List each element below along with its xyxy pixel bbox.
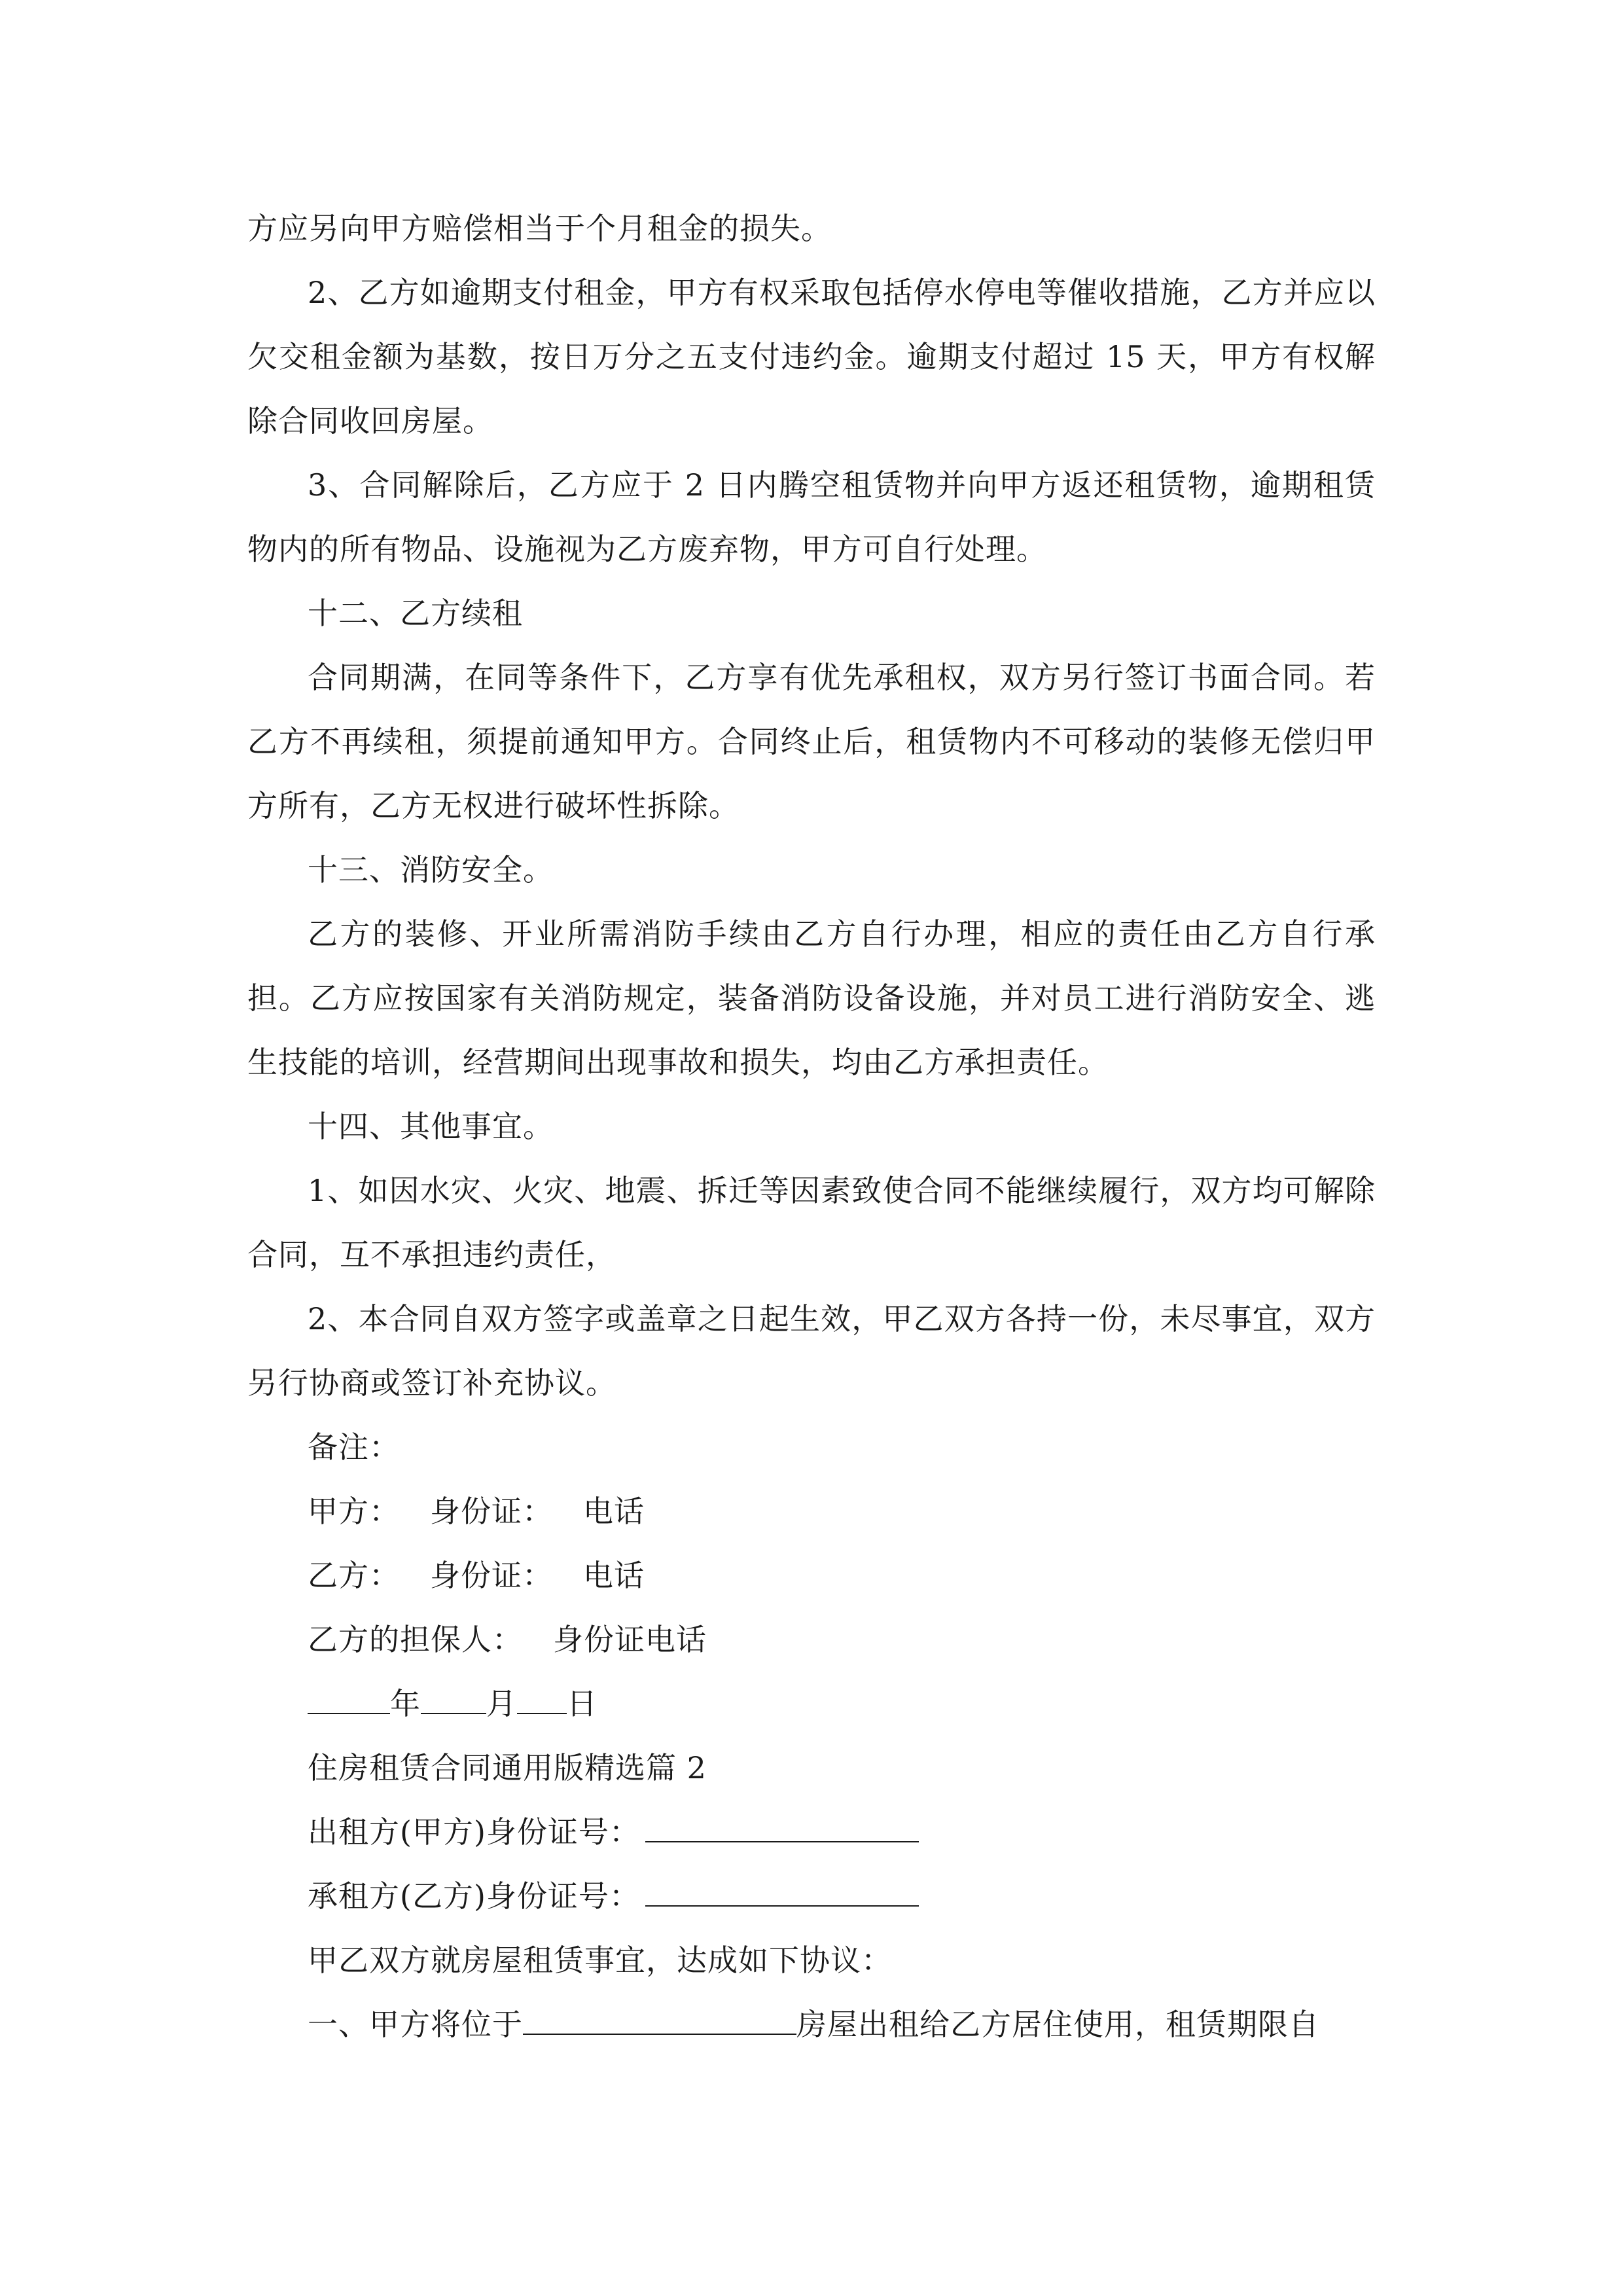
year-blank [308, 1691, 390, 1714]
month-blank [421, 1691, 486, 1714]
remark-label: 备注： [308, 1429, 400, 1465]
paragraph-renewal: 合同期满，在同等条件下，乙方享有优先承租权，双方另行签订书面合同。若乙方不再续租，须提前通知甲方。合同终止后，租赁物内不可移动的装修无偿归甲方所有，乙方无权进行破坏性拆除。 [247, 660, 1376, 823]
agreement-intro: 甲乙双方就房屋租赁事宜，达成如下协议： [308, 1943, 892, 1978]
party-a-phone-label: 电话 [583, 1494, 645, 1529]
section2-title: 住房租赁合同通用版精选篇 2 [308, 1750, 707, 1785]
year-label: 年 [390, 1686, 421, 1721]
party-a-label: 甲方： [308, 1494, 400, 1529]
lessee-line [247, 1864, 1376, 1928]
day-blank [517, 1691, 567, 1714]
heading-fire-safety: 十三、消防安全。 [308, 852, 554, 888]
lessee-label: 承租方(乙方)身份证号： [308, 1878, 640, 1914]
paragraph-late-payment: 2、乙方如逾期支付租金，甲方有权采取包括停水停电等催收措施，乙方并应以欠交租金额为基数，按日万分之五支付违约金。逾期支付超过 15 天，甲方有权解除合同收回房屋。 [247, 275, 1376, 439]
paragraph-termination: 3、合同解除后，乙方应于 2 日内腾空租赁物并向甲方返还租赁物，逾期租赁物内的所有物品、设施视为乙方废弃物，甲方可自行处理。 [247, 467, 1376, 567]
party-b-phone-label: 电话 [583, 1558, 645, 1593]
guarantor-id-phone-label: 身份证电话 [553, 1622, 707, 1657]
party-a-line [247, 1479, 1376, 1543]
lessor-id-blank [645, 1819, 919, 1842]
party-b-id-label: 身份证： [430, 1558, 553, 1593]
clause-one-suffix: 房屋出租给乙方居住使用，租赁期限自 [796, 2007, 1319, 2042]
guarantor-label: 乙方的担保人： [308, 1622, 523, 1657]
lessor-line [247, 1800, 1376, 1864]
clause-one-line [247, 1992, 1376, 2056]
day-label: 日 [567, 1686, 597, 1721]
party-b-label: 乙方： [308, 1558, 400, 1593]
party-a-id-label: 身份证： [430, 1494, 553, 1529]
paragraph-force-majeure: 1、如因水灾、火灾、地震、拆迁等因素致使合同不能继续履行，双方均可解除合同，互不承担违约责任， [247, 1173, 1376, 1272]
lessee-id-blank [645, 1883, 919, 1907]
month-label: 月 [486, 1686, 517, 1721]
paragraph-fire-safety: 乙方的装修、开业所需消防手续由乙方自行办理，相应的责任由乙方自行承担。乙方应按国家有关消防规定，装备消防设备设施，并对员工进行消防安全、逃生技能的培训，经营期间出现事故和损失，均由乙方承担责任。 [247, 916, 1376, 1080]
paragraph-compensation: 方应另向甲方赔偿相当于个月租金的损失。 [247, 211, 832, 246]
paragraph-effective: 2、本合同自双方签字或盖章之日起生效，甲乙双方各持一份，未尽事宜，双方另行协商或签订补充协议。 [247, 1301, 1376, 1401]
document-body [247, 196, 1376, 2056]
heading-renewal: 十二、乙方续租 [308, 596, 523, 631]
guarantor-line [247, 1607, 1376, 1672]
heading-other-matters: 十四、其他事宜。 [308, 1109, 554, 1144]
date-line [247, 1672, 1376, 1736]
clause-one-prefix: 一、甲方将位于 [308, 2007, 523, 2042]
address-blank [523, 2011, 796, 2035]
party-b-line [247, 1543, 1376, 1607]
lessor-label: 出租方(甲方)身份证号： [308, 1814, 640, 1850]
